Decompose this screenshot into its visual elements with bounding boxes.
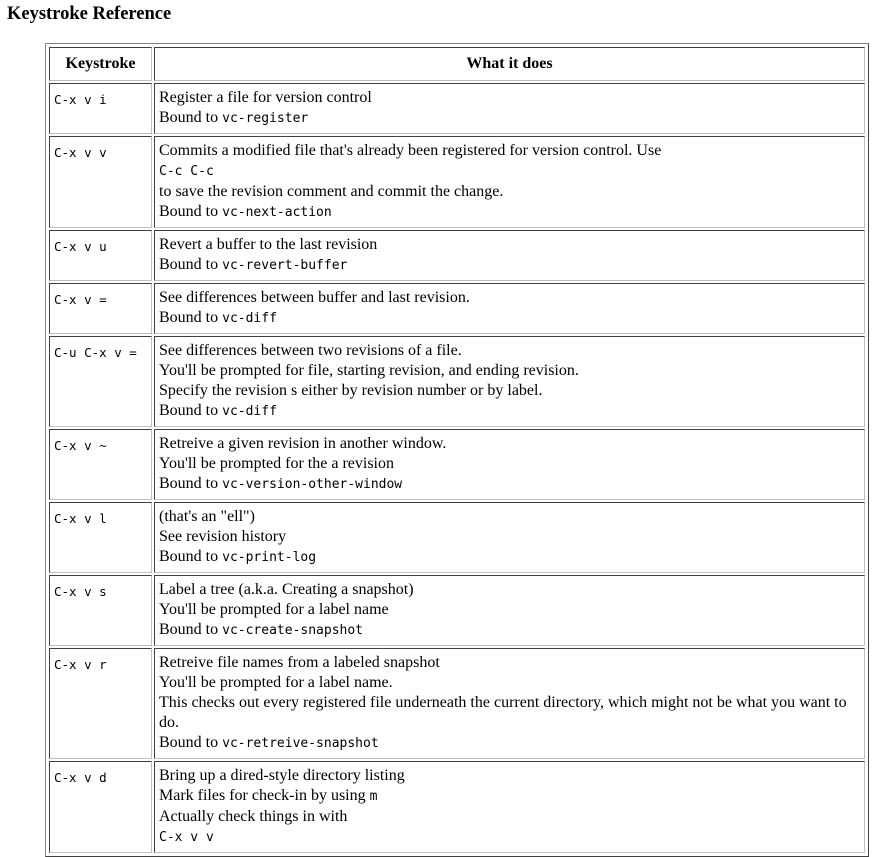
keystroke-cell: C-x v u — [49, 230, 152, 281]
description-line — [159, 341, 861, 361]
line-text: Bound to — [159, 109, 223, 126]
line-text: See revision history — [159, 528, 287, 545]
line-text: Actually check things in with — [159, 808, 348, 825]
description-line — [159, 766, 861, 786]
description-line — [159, 786, 861, 807]
table-row — [49, 761, 865, 853]
description-line — [159, 308, 861, 329]
line-text: Bound to — [159, 309, 223, 326]
line-text: Revert a buffer to the last revision — [159, 236, 378, 253]
description-line — [159, 182, 861, 202]
keystroke-cell: C-x v ~ — [49, 429, 152, 500]
table-row — [49, 336, 865, 427]
line-text: Specify the revision s either by revision number or by label. — [159, 382, 543, 399]
column-header-description: What it does — [154, 47, 865, 81]
description-line — [159, 454, 861, 474]
line-text: Commits a modified file that's already been registered for version control. Use — [159, 142, 662, 159]
line-text: This checks out every registered file underneath the current directory, which might not be what you want to do. — [159, 694, 847, 731]
description-line — [159, 600, 861, 620]
description-line — [159, 507, 861, 527]
description-line — [159, 288, 861, 308]
description-cell — [154, 230, 865, 281]
line-text: Retreive file names from a labeled snapshot — [159, 654, 440, 671]
description-line — [159, 807, 861, 827]
description-cell — [154, 429, 865, 500]
description-line — [159, 827, 861, 848]
description-line — [159, 673, 861, 693]
description-line — [159, 580, 861, 600]
description-line — [159, 255, 861, 276]
line-text: See differences between two revisions of a file. — [159, 342, 462, 359]
function-name-code: vc-diff — [222, 404, 277, 419]
table-body — [49, 83, 865, 853]
keystroke-table — [47, 45, 867, 855]
description-cell — [154, 136, 865, 228]
line-text: Label a tree (a.k.a. Creating a snapshot) — [159, 581, 414, 598]
table-row — [49, 502, 865, 573]
function-name-code: vc-next-action — [222, 205, 332, 220]
description-cell — [154, 283, 865, 334]
keystroke-cell: C-x v r — [49, 648, 152, 759]
line-text: Bound to — [159, 402, 223, 419]
function-name-code: vc-version-other-window — [222, 477, 403, 492]
table-row — [49, 83, 865, 134]
description-line — [159, 161, 861, 182]
line-text: See differences between buffer and last revision. — [159, 289, 470, 306]
description-line — [159, 527, 861, 547]
description-cell — [154, 336, 865, 427]
function-name-code: vc-diff — [222, 311, 277, 326]
keystroke-table-frame — [45, 43, 869, 857]
description-line — [159, 653, 861, 673]
line-text: Bound to — [159, 548, 223, 565]
line-text: You'll be prompted for a label name. — [159, 674, 393, 691]
description-line — [159, 361, 861, 381]
description-line — [159, 88, 861, 108]
table-row — [49, 283, 865, 334]
inline-code: C-x v v — [159, 830, 214, 845]
keystroke-cell: C-x v = — [49, 283, 152, 334]
line-text: You'll be prompted for file, starting revision, and ending revision. — [159, 362, 579, 379]
description-line — [159, 202, 861, 223]
keystroke-cell: C-x v i — [49, 83, 152, 134]
keystroke-cell: C-u C-x v = — [49, 336, 152, 427]
table-header-row — [49, 47, 865, 81]
line-text: Mark files for check-in by using — [159, 787, 370, 804]
description-line — [159, 474, 861, 495]
line-text: Bound to — [159, 621, 223, 638]
description-line — [159, 620, 861, 641]
function-name-code: vc-register — [222, 111, 309, 126]
line-text: to save the revision comment and commit the change. — [159, 183, 504, 200]
line-text: Bound to — [159, 475, 223, 492]
description-line — [159, 108, 861, 129]
table-row — [49, 429, 865, 500]
keystroke-cell: C-x v s — [49, 575, 152, 646]
line-text: Bound to — [159, 256, 223, 273]
table-row — [49, 575, 865, 646]
description-line — [159, 381, 861, 401]
description-line — [159, 434, 861, 454]
table-row — [49, 230, 865, 281]
description-line — [159, 401, 861, 422]
description-cell — [154, 502, 865, 573]
line-text: You'll be prompted for the a revision — [159, 455, 394, 472]
keystroke-cell: C-x v v — [49, 136, 152, 228]
line-text: Bring up a dired-style directory listing — [159, 767, 405, 784]
description-cell — [154, 575, 865, 646]
description-line — [159, 141, 861, 161]
description-cell — [154, 761, 865, 853]
inline-code: C-c C-c — [159, 164, 214, 179]
keystroke-cell: C-x v l — [49, 502, 152, 573]
function-name-code: m — [369, 789, 378, 804]
description-line — [159, 693, 861, 733]
function-name-code: vc-retreive-snapshot — [222, 736, 379, 751]
line-text: Retreive a given revision in another window. — [159, 435, 447, 452]
line-text: (that's an "ell") — [159, 508, 255, 525]
description-cell — [154, 648, 865, 759]
function-name-code: vc-create-snapshot — [222, 623, 364, 638]
line-text: Register a file for version control — [159, 89, 372, 106]
description-line — [159, 733, 861, 754]
line-text: Bound to — [159, 203, 223, 220]
keystroke-cell: C-x v d — [49, 761, 152, 853]
table-row — [49, 648, 865, 759]
function-name-code: vc-revert-buffer — [222, 258, 348, 273]
description-cell — [154, 83, 865, 134]
function-name-code: vc-print-log — [222, 550, 317, 565]
description-line — [159, 235, 861, 255]
line-text: Bound to — [159, 734, 223, 751]
table-row — [49, 136, 865, 228]
description-line — [159, 547, 861, 568]
line-text: You'll be prompted for a label name — [159, 601, 389, 618]
column-header-keystroke: Keystroke — [49, 47, 152, 81]
page-title: Keystroke Reference — [7, 4, 172, 24]
